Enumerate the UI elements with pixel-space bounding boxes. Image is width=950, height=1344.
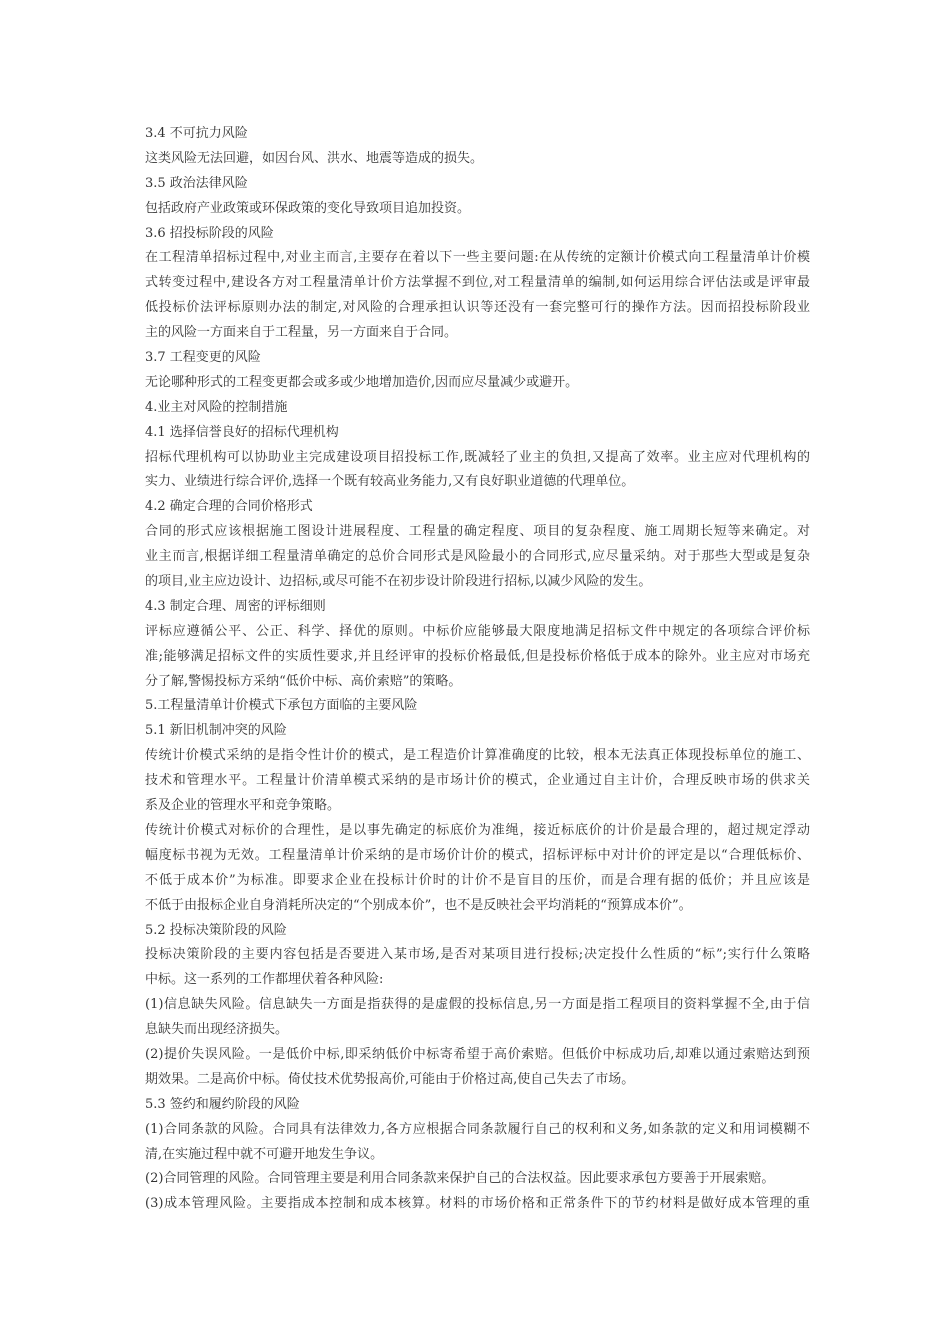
paragraph-line: 幅度标书视为无效。工程量清单计价采纳的是市场价计价的模式，招标评标中对计价的评定是以“合理低标价、: [145, 847, 810, 863]
section-heading: 4.1 选择信誉良好的招标代理机构: [145, 424, 339, 440]
section-heading: 3.6 招投标阶段的风险: [145, 225, 274, 241]
paragraph-line: 分了解,警惕投标方采纳“低价中标、高价索赔”的策略。: [145, 673, 462, 689]
section-heading: 3.7 工程变更的风险: [145, 350, 261, 366]
paragraph-line: 不低于由报标企业自身消耗所决定的“个别成本价”，也不是反映社会平均消耗的“预算成本价”。: [145, 897, 692, 913]
paragraph-line: 投标决策阶段的主要内容包括是否要进入某市场,是否对某项目进行投标;决定投什么性质的“标”;实行什么策略: [145, 947, 810, 963]
paragraph-line: (2)合同管理的风险。合同管理主要是利用合同条款来保护自己的合法权益。因此要求承包方要善于开展索赔。: [145, 1171, 775, 1187]
paragraph-line: 式转变过程中,建设各方对工程量清单计价方法掌握不到位,对工程量清单的编制,如何运用综合评估法或是评审最: [145, 275, 810, 291]
paragraph-line: 传统计价模式采纳的是指令性计价的模式，是工程造价计算准确度的比较，根本无法真正体现投标单位的施工、: [145, 748, 810, 764]
section-heading: 5.3 签约和履约阶段的风险: [145, 1096, 300, 1112]
paragraph-line: (1)信息缺失风险。信息缺失一方面是指获得的是虚假的投标信息,另一方面是指工程项目的资料掌握不全,由于信: [145, 997, 810, 1013]
paragraph-line: 合同的形式应该根据施工图设计进展程度、工程量的确定程度、项目的复杂程度、施工周期长短等来确定。对: [145, 524, 810, 540]
paragraph-line: 清,在实施过程中就不可避开地发生争议。: [145, 1146, 384, 1162]
paragraph-line: 的项目,业主应边设计、边招标,或尽可能不在初步设计阶段进行招标,以减少风险的发生。: [145, 574, 652, 590]
paragraph-line: 中标。这一系列的工作都埋伏着各种风险:: [145, 972, 384, 988]
paragraph-line: 招标代理机构可以协助业主完成建设项目招投标工作,既减轻了业主的负担,又提高了效率。业主应对代理机构的: [145, 449, 810, 465]
paragraph-line: 主的风险一方面来自于工程量，另一方面来自于合同。: [145, 325, 458, 341]
section-heading: 4.业主对风险的控制措施: [145, 399, 288, 415]
paragraph-line: 在工程清单招标过程中,对业主而言,主要存在着以下一些主要问题:在从传统的定额计价模式向工程量清单计价模: [145, 250, 810, 266]
paragraph-line: 传统计价模式对标价的合理性，是以事先确定的标底价为准绳，接近标底价的计价是最合理的，超过规定浮动: [145, 822, 810, 838]
paragraph-line: 无论哪种形式的工程变更都会或多或少地增加造价,因而应尽量减少或避开。: [145, 374, 579, 390]
paragraph-line: 低投标价法评标原则办法的制定,对风险的合理承担认识等还没有一套完整可行的操作方法。因而招投标阶段业: [145, 300, 810, 316]
section-heading: 3.5 政治法律风险: [145, 175, 248, 191]
paragraph-line: 评标应遵循公平、公正、科学、择优的原则。中标价应能够最大限度地满足招标文件中规定的各项综合评价标: [145, 623, 810, 639]
section-heading: 3.4 不可抗力风险: [145, 126, 248, 141]
paragraph-line: (1)合同条款的风险。合同具有法律效力,各方应根据合同条款履行自己的权利和义务,如条款的定义和用词模糊不: [145, 1121, 810, 1137]
section-heading: 5.工程量清单计价模式下承包方面临的主要风险: [145, 698, 418, 714]
section-heading: 4.2 确定合理的合同价格形式: [145, 499, 313, 515]
paragraph-line: 业主而言,根据详细工程量清单确定的总价合同形式是风险最小的合同形式,应尽量采纳。对于那些大型或是复杂: [145, 549, 810, 565]
paragraph-line: 包括政府产业政策或环保政策的变化导致项目追加投资。: [145, 200, 471, 216]
paragraph-line: 息缺失而出现经济损失。: [145, 1022, 289, 1038]
paragraph-line: 期效果。二是高价中标。倚仗技术优势报高价,可能由于价格过高,使自己失去了市场。: [145, 1071, 635, 1087]
paragraph-line: 不低于成本价”为标准。即要求企业在投标计价时的计价不是盲目的压价，而是合理有据的低价；并且应该是: [145, 872, 810, 888]
document-body: [145, 122, 810, 1217]
paragraph-line: 准;能够满足招标文件的实质性要求,并且经评审的投标价格最低,但是投标价格低于成本的除外。业主应对市场充: [145, 648, 810, 664]
section-heading: 5.2 投标决策阶段的风险: [145, 922, 287, 938]
section-heading: 5.1 新旧机制冲突的风险: [145, 723, 287, 739]
paragraph-line: 技术和管理水平。工程量计价清单模式采纳的是市场计价的模式，企业通过自主计价，合理反映市场的供求关: [145, 773, 810, 789]
paragraph-line: 这类风险无法回避，如因台风、洪水、地震等造成的损失。: [145, 150, 484, 166]
section-heading: 4.3 制定合理、周密的评标细则: [145, 598, 326, 614]
paragraph-line: 实力、业绩进行综合评价,选择一个既有较高业务能力,又有良好职业道德的代理单位。: [145, 474, 635, 490]
paragraph-line: (2)提价失误风险。一是低价中标,即采纳低价中标寄希望于高价索赔。但低价中标成功后,却难以通过索赔达到预: [145, 1046, 810, 1062]
paragraph-line: 系及企业的管理水平和竞争策略。: [145, 798, 341, 814]
paragraph-line: (3)成本管理风险。主要指成本控制和成本核算。材料的市场价格和正常条件下的节约材料是做好成本管理的重: [145, 1196, 810, 1212]
